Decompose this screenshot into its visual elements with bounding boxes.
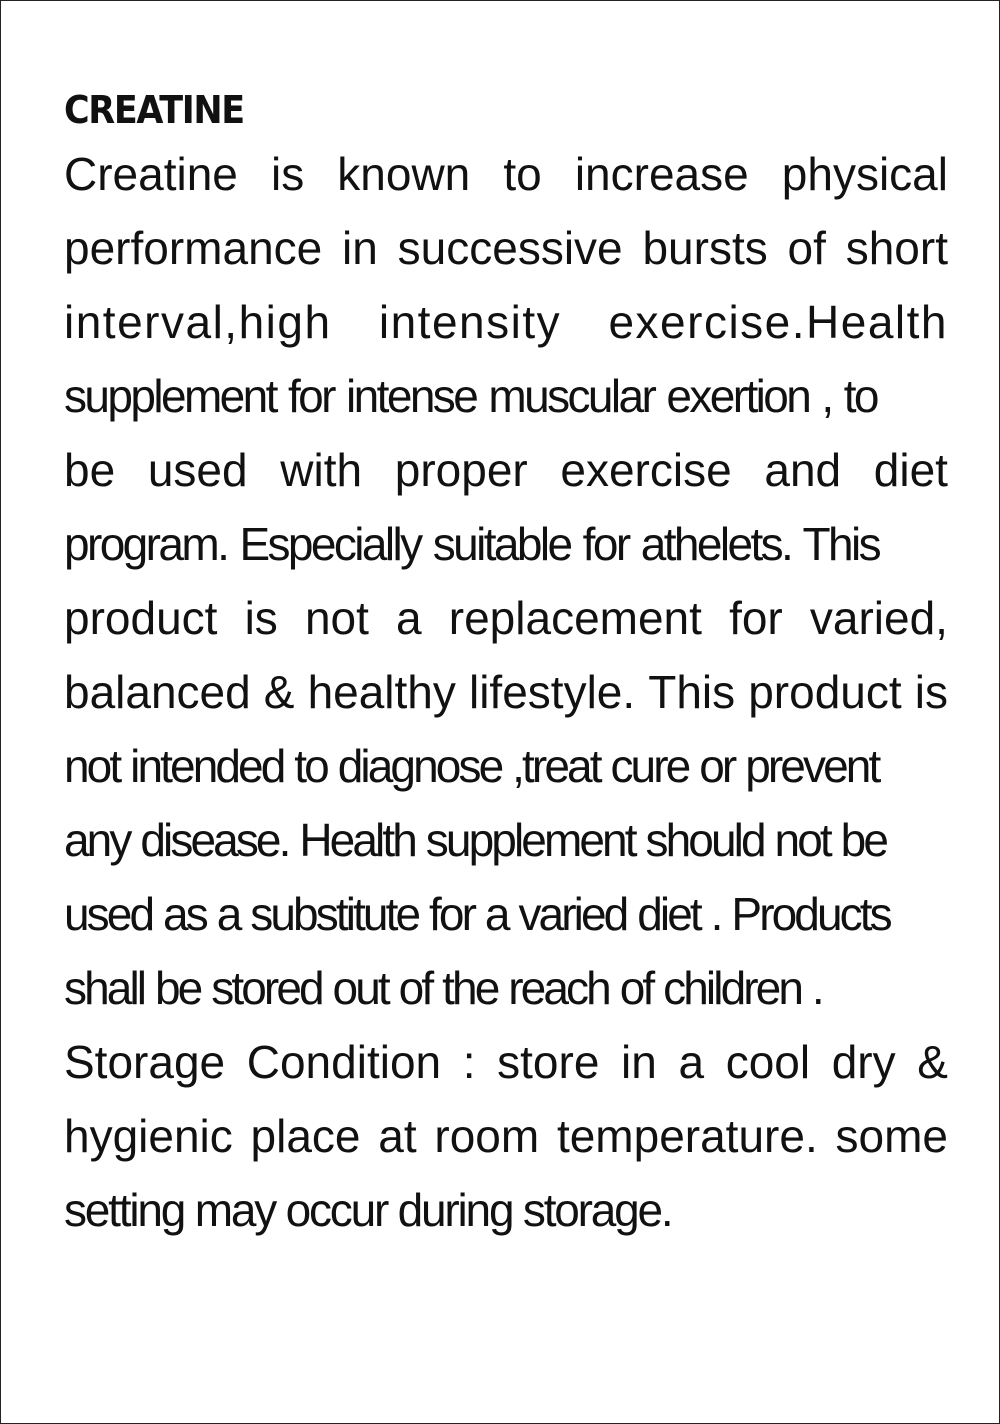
word: : [462,1036,476,1088]
word: intensity [378,296,562,348]
word: Condition [246,1036,442,1088]
word: place [250,1110,361,1162]
word: a [678,1036,705,1088]
word: hygienic [64,1110,233,1162]
word: physical [781,148,948,200]
word: exercise [560,444,732,496]
word: and [764,444,842,496]
word: in [342,222,378,274]
word: known [337,148,471,200]
word: performance [64,222,323,274]
word: not [304,592,369,644]
text-line-11: used as a substitute for a varied diet . Products [64,888,890,940]
word: healthy [307,666,456,718]
word: interval,high [64,296,332,348]
word: dry [831,1036,896,1088]
word: replacement [448,592,702,644]
word: diet [873,444,948,496]
word: store [497,1036,600,1088]
word: & [917,1036,948,1088]
word: & [263,666,295,718]
word: is [270,148,305,200]
word: with [280,444,363,496]
text-line-2 [64,211,948,285]
word: lifestyle. [468,666,636,718]
text-block [64,87,948,1247]
word: room [434,1110,540,1162]
word: exercise.Health [608,296,948,348]
word: is [244,592,278,644]
word: at [378,1110,417,1162]
text-line-9: not intended to diagnose ,treat cure or prevent [64,740,879,792]
text-line-14 [64,1099,948,1173]
word: be [64,444,116,496]
word: proper [394,444,528,496]
text-line-1 [64,137,948,211]
word: Creatine [64,148,238,200]
text-line-6: program. Especially suitable for athelets. This [64,518,880,570]
word: short [845,222,948,274]
word: successive [397,222,623,274]
word: for [729,592,783,644]
word: increase [574,148,749,200]
word: product [64,592,218,644]
word: This [648,666,736,718]
word: of [787,222,826,274]
word: some [835,1110,948,1162]
word: used [147,444,248,496]
text-line-8 [64,655,948,729]
word: cool [725,1036,811,1088]
word: varied, [809,592,948,644]
word: Storage [64,1036,226,1088]
text-line-3 [64,285,948,359]
word: is [914,666,948,718]
text-line-4: supplement for intense muscular exertion , to [64,370,877,422]
word: in [621,1036,657,1088]
text-line-13 [64,1025,948,1099]
heading: CREATINE [64,88,244,132]
text-line-10: any disease. Health supplement should not be [64,814,887,866]
word: balanced [64,666,251,718]
word: a [396,592,422,644]
text-line-5 [64,433,948,507]
word: to [503,148,542,200]
word: bursts [642,222,768,274]
text-line-12: shall be stored out of the reach of children . [64,962,822,1014]
word: temperature. [556,1110,818,1162]
text-line-7 [64,581,948,655]
word: product [748,666,902,718]
text-line-15: setting may occur during storage. [64,1184,672,1236]
